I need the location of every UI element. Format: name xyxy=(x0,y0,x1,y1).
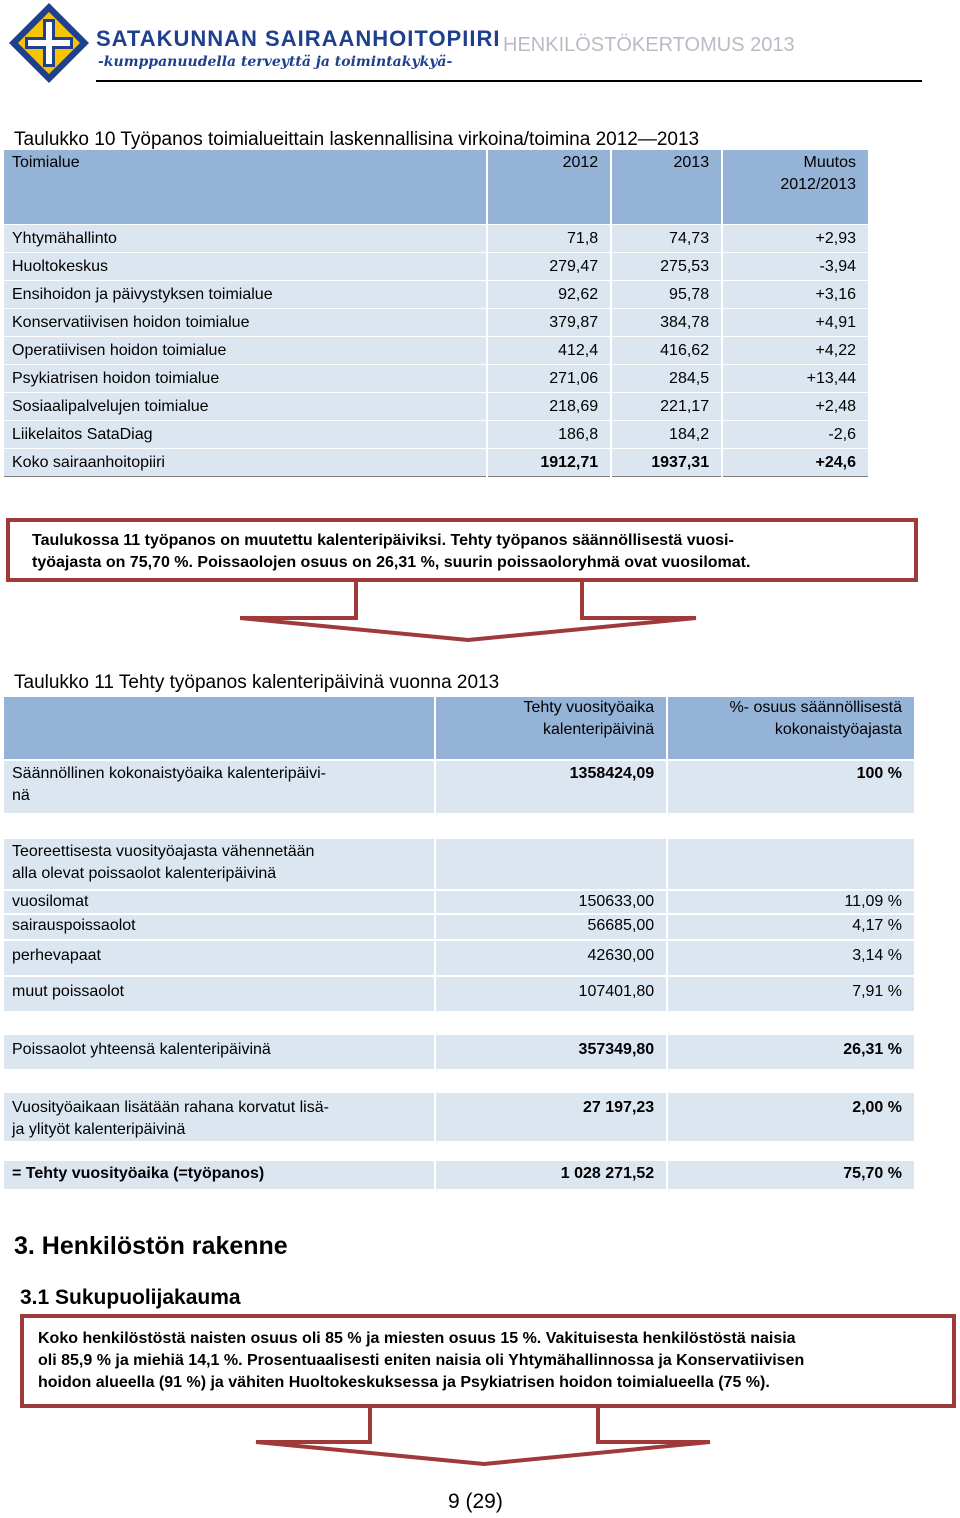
table10 xyxy=(4,150,870,477)
table10-cell: +13,44 xyxy=(722,365,869,393)
table11-caption: Taulukko 11 Tehty työpanos kalenteripäivinä vuonna 2013 xyxy=(14,672,500,693)
table11-cell: 3,14 % xyxy=(667,940,915,976)
table-row xyxy=(4,1092,915,1142)
table11-cell: 1 028 271,52 xyxy=(435,1160,667,1190)
table11-cell: 26,31 % xyxy=(667,1034,915,1070)
table11-line: alla olevat poissaolot kalenteripäivinä xyxy=(12,865,277,882)
table11-header-line: %- osuus säännöllisestä xyxy=(729,699,902,716)
table11-cell xyxy=(667,1012,915,1034)
org-name: SATAKUNNAN SAIRAANHOITOPIIRI xyxy=(96,26,501,51)
table-row xyxy=(4,309,869,337)
table11-line: Vuosityöaikaan lisätään rahana korvatut lisä- xyxy=(12,1099,329,1116)
table11-cell xyxy=(435,838,667,890)
table11-header-row xyxy=(4,697,915,760)
table11-cell xyxy=(667,1142,915,1160)
table11-cell: perhevapaat xyxy=(4,940,435,976)
table11-cell: 4,17 % xyxy=(667,914,915,940)
table11-cell xyxy=(667,838,915,890)
callout-box-gender xyxy=(20,1314,956,1408)
callout-box-workload xyxy=(6,518,918,582)
table10-cell: 271,06 xyxy=(487,365,611,393)
subsection-heading: 3.1 Sukupuolijakauma xyxy=(20,1286,241,1309)
table10-caption: Taulukko 10 Työpanos toimialueittain laskennallisina virkoina/toimina 2012—2013 xyxy=(14,129,700,150)
table11-header-line: Tehty vuosityöaika xyxy=(523,699,655,716)
table-row xyxy=(4,225,869,253)
table10-cell: +4,91 xyxy=(722,309,869,337)
table10-cell: +2,48 xyxy=(722,393,869,421)
down-arrow-icon xyxy=(254,1408,714,1468)
table11-cell xyxy=(4,1092,435,1142)
table11-cell xyxy=(4,1070,435,1092)
report-title: HENKILÖSTÖKERTOMUS 2013 xyxy=(503,34,795,56)
table10-cell: Koko sairaanhoitopiiri xyxy=(4,449,487,477)
table11-header-cell xyxy=(667,697,915,760)
table10-header-cell: Toimialue xyxy=(4,150,487,225)
table11-header-cell xyxy=(4,697,435,760)
table10-cell: 218,69 xyxy=(487,393,611,421)
table11 xyxy=(4,697,916,1191)
table11-line: Säännöllinen kokonaistyöaika kalenteripäivi- xyxy=(12,765,326,782)
table10-header-row xyxy=(4,150,869,225)
table11-cell xyxy=(435,1012,667,1034)
table10-cell: 275,53 xyxy=(611,253,722,281)
table10-cell: Huoltokeskus xyxy=(4,253,487,281)
table10-cell: 95,78 xyxy=(611,281,722,309)
table11-cell: Poissaolot yhteensä kalenteripäivinä xyxy=(4,1034,435,1070)
table10-header-cell xyxy=(722,150,869,225)
table10-cell: 379,87 xyxy=(487,309,611,337)
table11-cell: 11,09 % xyxy=(667,890,915,914)
table-row xyxy=(4,940,915,976)
table11-header-line: kokonaistyöajasta xyxy=(774,721,902,738)
callout-line: Koko henkilöstöstä naisten osuus oli 85 % ja miesten osuus 15 %. Vakituisesta henkilöstöstä naisia xyxy=(38,1330,796,1347)
table-row xyxy=(4,337,869,365)
table10-cell: 384,78 xyxy=(611,309,722,337)
callout-line: Taulukossa 11 työpanos on muutettu kalenteripäiviksi. Tehty työpanos säännöllisestä vuosi- xyxy=(32,532,734,549)
table11-cell xyxy=(435,814,667,838)
table11-cell: sairauspoissaolot xyxy=(4,914,435,940)
table11-cell xyxy=(4,838,435,890)
shield-cross-logo-icon xyxy=(8,2,90,84)
table11-cell xyxy=(435,1142,667,1160)
table11-cell: = Tehty vuosityöaika (=työpanos) xyxy=(4,1160,435,1190)
table10-cell: +24,6 xyxy=(722,449,869,477)
table11-cell: vuosilomat xyxy=(4,890,435,914)
callout-line: työajasta on 75,70 %. Poissaolojen osuus on 26,31 %, suurin poissaoloryhmä ovat vuosilomat. xyxy=(32,554,751,571)
table11-cell xyxy=(667,1070,915,1092)
table11-cell xyxy=(4,814,435,838)
table10-header-cell: 2012 xyxy=(487,150,611,225)
table11-line: nä xyxy=(12,787,30,804)
table-row xyxy=(4,976,915,1012)
table11-cell: 27 197,23 xyxy=(435,1092,667,1142)
table10-cell: Konservatiivisen hoidon toimialue xyxy=(4,309,487,337)
table10-cell: Psykiatrisen hoidon toimialue xyxy=(4,365,487,393)
table11-cell xyxy=(435,1070,667,1092)
table11-header-line: kalenteripäivinä xyxy=(543,721,655,738)
table11-cell xyxy=(4,760,435,814)
table-row xyxy=(4,365,869,393)
table10-cell: 221,17 xyxy=(611,393,722,421)
table10-cell: +4,22 xyxy=(722,337,869,365)
table10-cell: Operatiivisen hoidon toimialue xyxy=(4,337,487,365)
table11-cell: 42630,00 xyxy=(435,940,667,976)
table11-cell: 100 % xyxy=(667,760,915,814)
table-row-spacer xyxy=(4,1070,915,1092)
table11-cell: 75,70 % xyxy=(667,1160,915,1190)
table11-cell: 357349,80 xyxy=(435,1034,667,1070)
table11-cell: 1358424,09 xyxy=(435,760,667,814)
table11-cell: 107401,80 xyxy=(435,976,667,1012)
table11-cell xyxy=(667,814,915,838)
table10-cell: 186,8 xyxy=(487,421,611,449)
table11-cell: 56685,00 xyxy=(435,914,667,940)
org-slogan: -kumppanuudella terveyttä ja toimintakykyä- xyxy=(98,54,453,70)
table-row xyxy=(4,393,869,421)
table-row xyxy=(4,281,869,309)
table10-cell: 284,5 xyxy=(611,365,722,393)
table11-cell xyxy=(4,1012,435,1034)
table-row-spacer xyxy=(4,1142,915,1160)
table10-cell: -3,94 xyxy=(722,253,869,281)
table10-cell: 92,62 xyxy=(487,281,611,309)
table10-cell: Liikelaitos SataDiag xyxy=(4,421,487,449)
table11-cell: muut poissaolot xyxy=(4,976,435,1012)
table10-cell: 416,62 xyxy=(611,337,722,365)
table11-cell: 7,91 % xyxy=(667,976,915,1012)
table10-cell: 1912,71 xyxy=(487,449,611,477)
callout-line: hoidon alueella (91 %) ja vähiten Huoltokeskuksessa ja Psykiatrisen hoidon toimialueella (75 %). xyxy=(38,1374,770,1391)
table-row xyxy=(4,421,869,449)
table-row xyxy=(4,1034,915,1070)
table11-header-cell xyxy=(435,697,667,760)
table10-cell: 184,2 xyxy=(611,421,722,449)
table11-cell xyxy=(4,1142,435,1160)
table-row xyxy=(4,890,915,914)
table11-cell: 150633,00 xyxy=(435,890,667,914)
table10-cell: 412,4 xyxy=(487,337,611,365)
table-row xyxy=(4,253,869,281)
table-row-total xyxy=(4,449,869,477)
table10-cell: 1937,31 xyxy=(611,449,722,477)
table10-cell: +2,93 xyxy=(722,225,869,253)
down-arrow-icon xyxy=(240,582,700,644)
table10-cell: Sosiaalipalvelujen toimialue xyxy=(4,393,487,421)
table10-cell: Yhtymähallinto xyxy=(4,225,487,253)
table11-line: Teoreettisesta vuosityöajasta vähennetään xyxy=(12,843,315,860)
table-row xyxy=(4,760,915,814)
table10-header-cell: 2013 xyxy=(611,150,722,225)
table11-cell: 2,00 % xyxy=(667,1092,915,1142)
callout-line: oli 85,9 % ja miehiä 14,1 %. Prosentuaalisesti eniten naisia oli Yhtymähallinnossa ja Konservatiivisen xyxy=(38,1352,805,1369)
table-row-total xyxy=(4,1160,915,1190)
table10-cell: -2,6 xyxy=(722,421,869,449)
table-row xyxy=(4,914,915,940)
table10-cell: 279,47 xyxy=(487,253,611,281)
section-heading: 3. Henkilöstön rakenne xyxy=(14,1232,288,1260)
table10-cell: Ensihoidon ja päivystyksen toimialue xyxy=(4,281,487,309)
page-number: 9 (29) xyxy=(448,1490,503,1513)
table10-cell: 71,8 xyxy=(487,225,611,253)
table10-cell: +3,16 xyxy=(722,281,869,309)
table10-header-line: 2012/2013 xyxy=(780,176,856,193)
table10-header-line: Muutos xyxy=(803,154,856,171)
table-row-spacer xyxy=(4,1012,915,1034)
table11-line: ja ylityöt kalenteripäivinä xyxy=(12,1121,186,1138)
table-row xyxy=(4,838,915,890)
table10-cell: 74,73 xyxy=(611,225,722,253)
table-row-spacer xyxy=(4,814,915,838)
header-divider xyxy=(96,80,922,82)
